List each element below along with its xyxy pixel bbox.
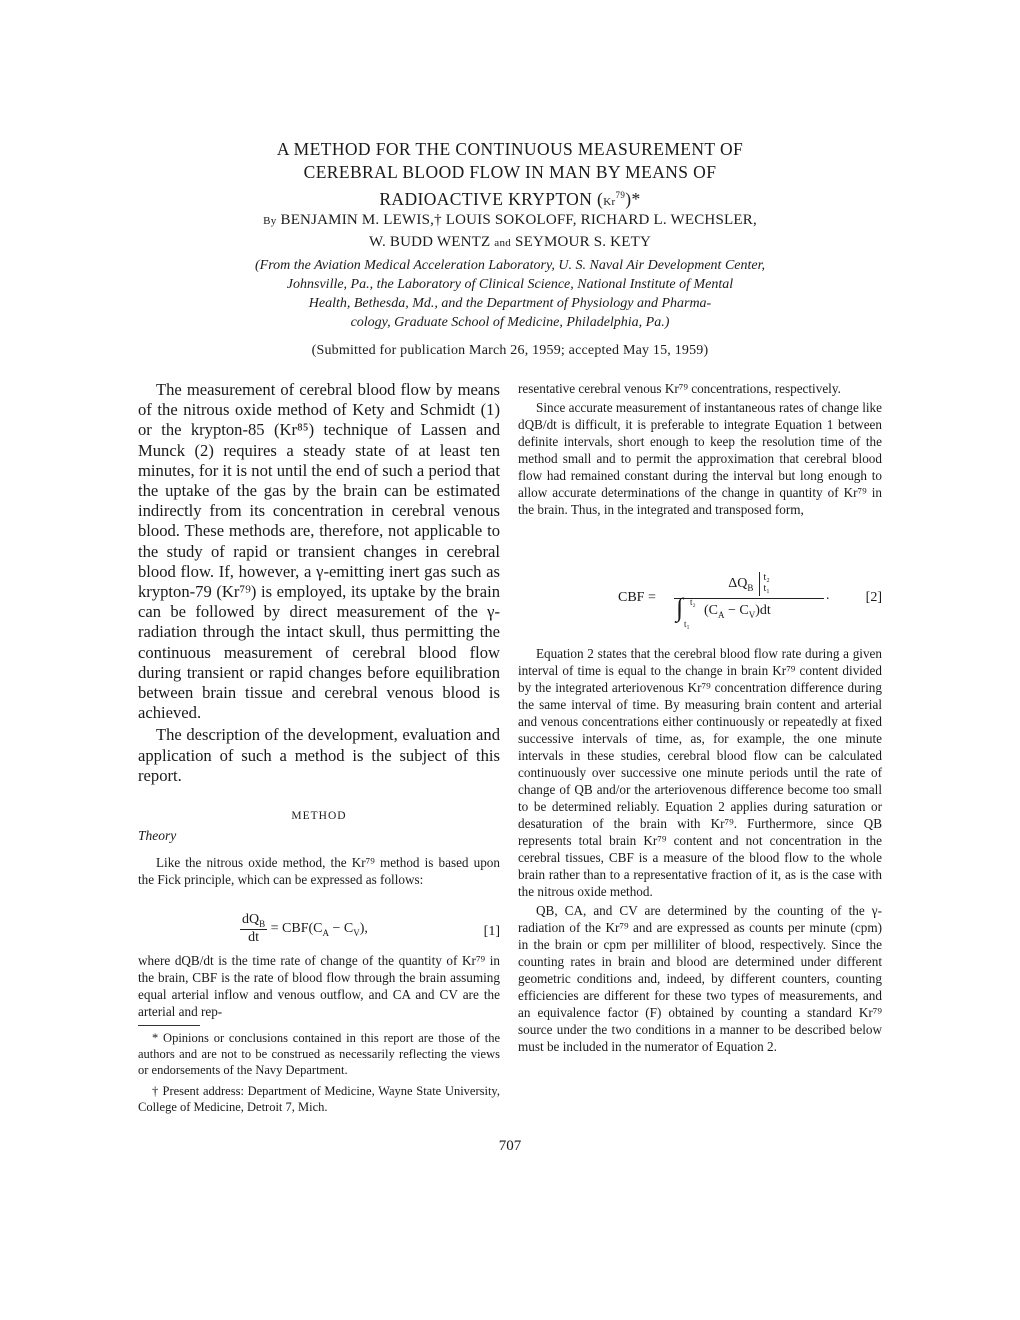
footnote-2: † Present address: Department of Medicine, Wayne State University, College of Medicine, Detroit 7, Mich.	[138, 1084, 500, 1114]
page-number: 707	[498, 1138, 522, 1154]
eq2-numerator: $\Delta Q_B$ t₂ t₁	[728, 572, 770, 594]
eq1-fraction: $\frac{dQ_B}{dt}$	[242, 912, 266, 945]
article-title	[140, 138, 880, 214]
right-paragraph-3: Equation 2 states that the cerebral blood flow rate during a given interval of time is equal to the change in brain Kr⁷⁹ content divided by the integrated arteriovenous Kr⁷⁹ concentration difference during the same interval of time. By measuring brain content and arterial and venous concentrations either continuously or repeatedly at fixed successive intervals of time, as, for example, the one minute intervals in these studies, cerebral blood flow can be calculated continuously over successive one minute periods until the rate of change of QB and/or the arteriovenous difference become too small to be determined reliably. Equation 2 applies during saturation or desaturation of the brain with Kr⁷⁹. Furthermore, since QB represents total brain Kr⁷⁹ content and not concentration in the cerebral tissues, CBF is a measure of the blood flow to the whole brain rather than to a representative fraction of it, as is the case with the nitrous oxide method.	[518, 646, 882, 899]
theory-heading: Theory	[138, 828, 177, 843]
right-column-bottom	[518, 645, 882, 1055]
method-section	[138, 810, 500, 888]
integral-sign: ∫	[676, 593, 684, 622]
right-paragraph-2: Since accurate measurement of instantaneous rates of change like dQB/dt is difficult, it is preferable to integrate Equation 1 between definite intervals, short enough to keep the resolution time of the method small and to permit the approximation that cerebral blood flow had remained constant during the interval but long enough to allow accurate determinations of the change in quantity of Kr⁷⁹ in the brain. Thus, in the integrated and transposed form,	[518, 400, 882, 517]
author-list	[140, 210, 880, 254]
eq1-label: [1]	[483, 924, 500, 939]
eq2-label: [2]	[865, 590, 882, 605]
title-line-1: A METHOD FOR THE CONTINUOUS MEASUREMENT OF	[276, 139, 744, 159]
footnote-rule	[138, 1025, 200, 1026]
authors-line-1: By BENJAMIN M. LEWIS,† LOUIS SOKOLOFF, RICHARD L. WECHSLER,	[263, 212, 757, 228]
theory-paragraph-1: Like the nitrous oxide method, the Kr⁷⁹ method is based upon the Fick principle, which can be expressed as follows:	[138, 855, 500, 887]
eq2-fraction	[674, 572, 824, 631]
title-line-2: CEREBRAL BLOOD FLOW IN MAN BY MEANS OF	[303, 162, 717, 182]
right-column-top	[518, 380, 882, 518]
title-line-3: RADIOACTIVE KRYPTON (Kr$^{79}$)*	[379, 188, 641, 209]
footnotes	[138, 1030, 500, 1115]
equation-1	[240, 912, 500, 946]
eq2-lhs: CBF =	[618, 590, 656, 605]
eq1-rhs: = $CBF(C_A - C_V)$,	[270, 921, 368, 938]
submission-dates: (Submitted for publication March 26, 1959; accepted May 15, 1959)	[311, 343, 709, 358]
right-paragraph-4: QB, CA, and CV are determined by the counting of the γ-radiation of the Kr⁷⁹ and are expressed as counts per minute (cpm) in the brain or cpm per milliliter of blood, respectively. Since the counting rates in brain and blood are determined under different geometric conditions and, indeed, by different counters, counting efficiencies are different for these two types of measurements, and an equivalence factor (F) obtained by counting a standard Kr⁷⁹ source under the two conditions in a manner to be described below must be included in the numerator of Equation 2.	[518, 903, 882, 1054]
footnote-1: * Opinions or conclusions contained in this report are those of the authors and are not to be construed as necessarily reflecting the views or endorsements of the Navy Department.	[138, 1031, 500, 1077]
eq2-dot: .	[826, 588, 830, 603]
affiliation-line-4: cology, Graduate School of Medicine, Philadelphia, Pa.)	[350, 315, 670, 330]
intro-paragraph-1: The measurement of cerebral blood flow by means of the nitrous oxide method of Kety and Schmidt (1) or the krypton-85 (Kr⁸⁵) technique of Lassen and Munck (2) requires a steady state of at least ten minutes, for it is not until the end of such a period that the uptake of the gas by the brain can be estimated indirectly from its concentration in cerebral venous blood. These methods are, therefore, not applicable to the study of rapid or transient changes in cerebral blood flow. If, however, a γ-emitting inert gas such as krypton-79 (Kr⁷⁹) is employed, its uptake by the brain can be followed by direct measurement of the γ-radiation through the intact skull, thus permitting the continuous measurement of cerebral blood flow during transient or rapid changes before equilibration between brain tissue and cerebral venous blood is achieved.	[138, 380, 500, 723]
method-heading: METHOD	[291, 810, 347, 822]
affiliation-line-1: (From the Aviation Medical Acceleration Laboratory, U. S. Naval Air Development Center,	[254, 258, 765, 273]
theory-paragraph-2: where dQB/dt is the time rate of change of the quantity of Kr⁷⁹ in the brain, CBF is the rate of blood flow through the brain assuming equal arterial inflow and venous outflow, and CA and CV are the arterial and rep-	[138, 953, 500, 1019]
left-column	[138, 380, 500, 786]
affiliation-line-2: Johnsville, Pa., the Laboratory of Clinical Science, National Institute of Mental	[286, 277, 734, 292]
intro-paragraph-2: The description of the development, evaluation and application of such a method is the subject of this report.	[138, 725, 500, 785]
affiliation	[225, 256, 795, 332]
theory-continued	[138, 952, 500, 1020]
equation-2	[618, 572, 882, 632]
affiliation-line-3: Health, Bethesda, Md., and the Department of Physiology and Pharma-	[308, 296, 712, 311]
authors-line-2: W. BUDD WENTZ and SEYMOUR S. KETY	[369, 234, 651, 250]
right-paragraph-1: resentative cerebral venous Kr⁷⁹ concentrations, respectively.	[518, 381, 841, 396]
eq2-denominator: ∫ t₂ t₁ $(C_A - C_V)dt$	[676, 593, 771, 629]
